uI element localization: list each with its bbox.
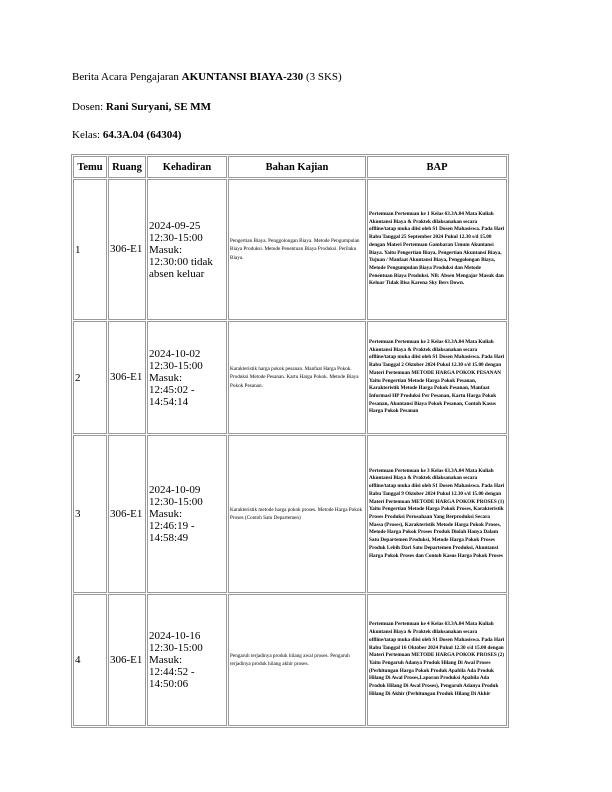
col-header-bap: BAP: [367, 156, 507, 178]
col-header-bahan-kajian: Bahan Kajian: [228, 156, 366, 178]
lecturer-line: [72, 101, 211, 113]
cell-kehadiran: 2024-10-02 12:30-15:00 Masuk: 12:45:02 - 14:54:14: [147, 321, 227, 434]
cell-bahan-kajian: Karakteristik metode harga pokok proses. Metode Harga Pokok Proses (Contoh Satu Departemen): [228, 435, 366, 593]
cell-bap: Pertemuan Pertemuan ke 3 Kelas 63.3A.04 Mata Kuliah Akuntansi Biaya & Praktek dilaksanakan secara offline/tatap muka diisi oleh S1 Dosen Mahasiswa. Pada Hari Rabu Tanggal 9 Oktober 2024 Pukul 12.30 s/d 15.00 dengan Materi Pertemuan METODE HARGA POKOK PROSES (1) Yaitu Pengertian Metode Harga Pokok Proses, Karakteristik Proses Produksi Perusahaan Yang Berproduksi Secara Massa (Proses), Karakteristik Metode Harga Pokok Proses, Metode Harga Pokok Proses Produk Diolah Hanya Dalam Satu Departemen Produksi, Metode Harga Pokok Proses Produk Lebih Dari Satu Departemen Produksi, Akuntansi Harga Pokok Proses dan Contoh Kasus Harga Pokok Proses: [367, 435, 507, 593]
table-header-row: [73, 156, 507, 178]
cell-ruang: 306-E1: [108, 179, 146, 320]
title-prefix: Berita Acara Pengajaran: [72, 71, 182, 83]
class-label: Kelas:: [72, 129, 103, 141]
title-suffix: (3 SKS): [303, 71, 342, 83]
cell-bap: Pertemuan Pertemuan ke 1 Kelas 63.3A.04 Mata Kuliah Akuntansi Biaya & Praktek dilaksanakan secara offline/tatap muka diisi oleh S1 Dosen Mahasiswa. Pada Hari Rabu Tanggal 25 September 2024 Pukul 12.30 s/d 15.00 dengan Materi Pertemuan Gambaran Umum Akuntansi Biaya. Yaitu Pengertian Biaya, Pengertian Akuntansi Biaya, Tujuan / Manfaat Akuntansi Biaya, Penggolongan Biaya, Metode Pengumpulan Biaya Produksi dan Metode Penentuan Biaya Produksi. NB: Absen Mengajar Masuk dan Keluar Tidak Bisa Karena Sky Bers Down.: [367, 179, 507, 320]
table-row: [73, 435, 507, 593]
cell-temu: 1: [73, 179, 107, 320]
course-name: AKUNTANSI BIAYA-230: [181, 71, 304, 83]
report-title: [72, 71, 342, 83]
cell-temu: 2: [73, 321, 107, 434]
col-header-temu: Temu: [73, 156, 107, 178]
cell-bap: Pertemuan Pertemuan ke 2 Kelas 63.3A.04 Mata Kuliah Akuntansi Biaya & Praktek dilaksanakan secara offline/tatap muka diisi oleh S1 Dosen Mahasiswa. Pada Hari Rabu Tanggal 2 Oktober 2024 Pukul 12.30 s/d 15.00 dengan Materi Pertemuan METODE HARGA POKOK PESANAN Yaitu Pengertian Metode Harga Pokok Pesanan, Karakteristik Metode Harga Pokok Pesanan, Manfaat Informasi HP Produksi Per Pesanan, Kartu Harga Pokok Pesanan, Akuntansi Biaya Pokok Pesanan, Contoh Kasus Harga Pokok Pesanan: [367, 321, 507, 434]
cell-bahan-kajian: Pengertian Biaya. Penggolongan Biaya. Metode Pengumpulan Biaya Produksi. Metode Penentuan Biaya Produksi. Perilaku Biaya.: [228, 179, 366, 320]
cell-bap: Pertemuan Pertemuan ke 4 Kelas 63.3A.04 Mata Kuliah Akuntansi Biaya & Praktek dilaksanakan secara offline/tatap muka diisi oleh S1 Dosen Mahasiswa. Pada Hari Rabu Tanggal 16 Oktober 2024 Pukul 12.30 s/d 15.00 dengan Materi Pertemuan METODE HARGA POKOK PROSES (2) Yaitu Pengaruh Adanya Produk Hilang Di Awal Proses (Perhitungan Harga Pokok Produk Apabila Ada Produk Hilang Di Awal Proses,Laporan Produksi Apabila Ada Produk Hilang Di Awal Proses), Pengaruh Adanya Produk Hilang Di Akhir (Perhitungan Produk Hilang Di Akhir: [367, 594, 507, 726]
col-header-kehadiran: Kehadiran: [147, 156, 227, 178]
teaching-report-table: [71, 154, 509, 728]
cell-temu: 3: [73, 435, 107, 593]
cell-ruang: 306-E1: [108, 321, 146, 434]
cell-ruang: 306-E1: [108, 594, 146, 726]
lecturer-name: Rani Suryani, SE MM: [105, 101, 212, 113]
class-name: 64.3A.04 (64304): [102, 129, 182, 141]
cell-kehadiran: 2024-10-16 12:30-15:00 Masuk: 12:44:52 - 14:50:06: [147, 594, 227, 726]
cell-kehadiran: 2024-10-09 12:30-15:00 Masuk: 12:46:19 - 14:58:49: [147, 435, 227, 593]
cell-ruang: 306-E1: [108, 435, 146, 593]
cell-kehadiran: 2024-09-25 12:30-15:00 Masuk: 12:30:00 tidak absen keluar: [147, 179, 227, 320]
table-row: [73, 321, 507, 434]
table-row: [73, 179, 507, 320]
cell-bahan-kajian: Karakteristik harga pokok pesanan. Manfaat Harga Pokok. Produksi Metode Pesanan. Kartu Harga Pokok. Metode Biaya Pokok Pesanan.: [228, 321, 366, 434]
cell-bahan-kajian: Pengaruh terjadinya produk hilang awal proses. Pengaruh terjadinya produk hilang akhir proses.: [228, 594, 366, 726]
col-header-ruang: Ruang: [108, 156, 146, 178]
class-line: [72, 129, 181, 141]
cell-temu: 4: [73, 594, 107, 726]
lecturer-label: Dosen:: [72, 101, 106, 113]
table-row: [73, 594, 507, 726]
